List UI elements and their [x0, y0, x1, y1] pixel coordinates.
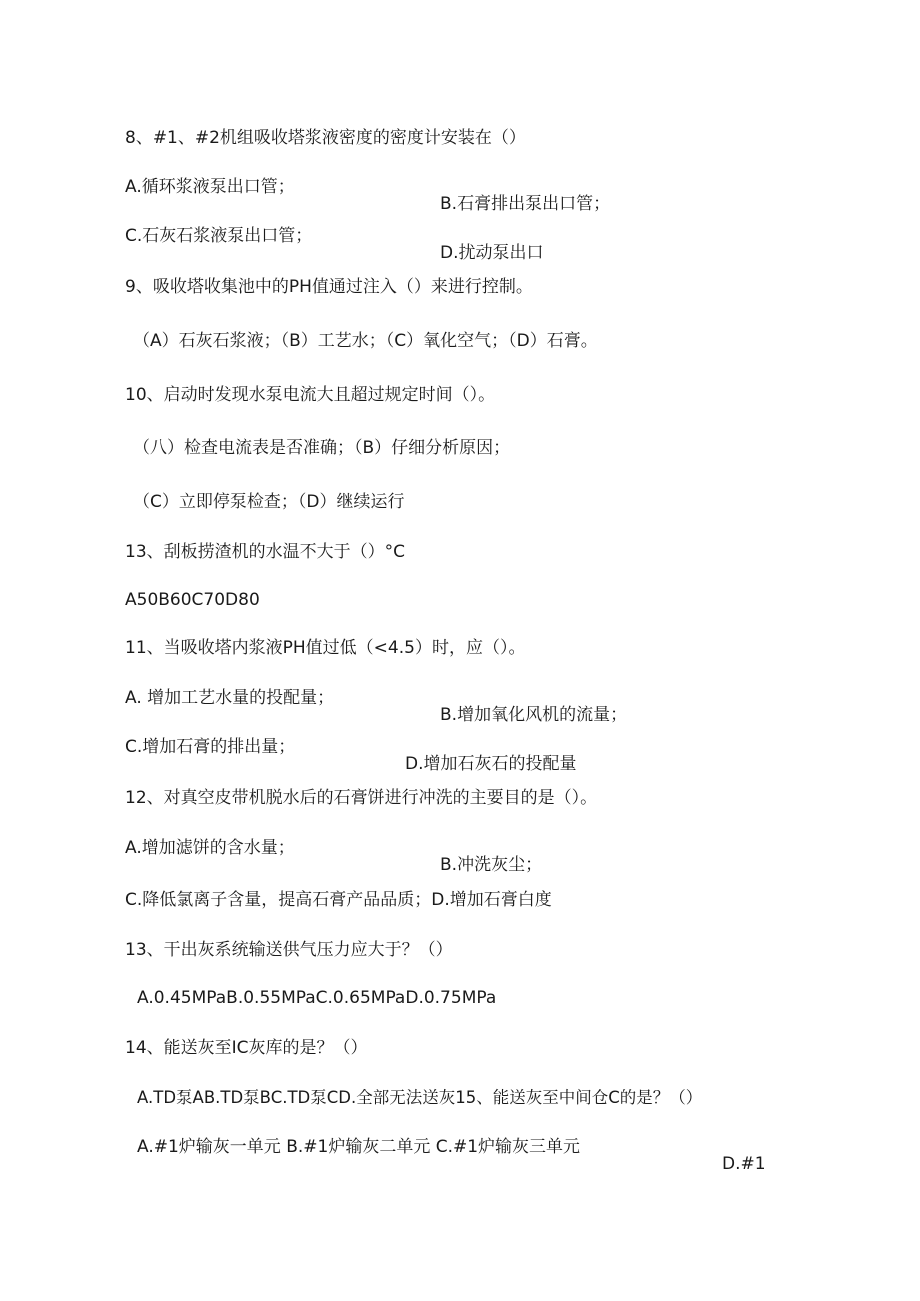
- q14-options: A.TD泵AB.TD泵BC.TD泵CD.全部无法送灰15、能送灰至中间仓C的是？（）: [137, 1088, 703, 1107]
- q15-options-abc: A.#1炉输灰一单元 B.#1炉输灰二单元 C.#1炉输灰三单元: [137, 1137, 581, 1157]
- q12-option-b: B.冲洗灰尘；: [440, 855, 543, 875]
- q10-options-line2: （C）立即停泵检查；（D）继续运行: [133, 492, 405, 512]
- q9-stem: 9、吸收塔收集池中的PH值通过注入（）来进行控制。: [125, 277, 533, 297]
- q8-option-b: B.石膏排出泵出口管；: [440, 194, 611, 214]
- q11-option-a: A. 增加工艺水量的投配量；: [125, 688, 335, 708]
- q11-option-d: D.增加石灰石的投配量: [405, 754, 577, 774]
- q11-stem: 11、当吸收塔内浆液PH值过低（<4.5）时，应（）。: [125, 638, 526, 658]
- q10-stem: 10、启动时发现水泵电流大且超过规定时间（）。: [125, 385, 496, 405]
- q8-option-c: C.石灰石浆液泵出口管；: [125, 226, 313, 246]
- q15-option-d: D.#1: [722, 1154, 766, 1174]
- q11-option-b: B.增加氧化风机的流量；: [440, 705, 628, 725]
- q13b-stem: 13、干出灰系统输送供气压力应大于？（）: [125, 940, 453, 960]
- q12-stem: 12、对真空皮带机脱水后的石膏饼进行冲洗的主要目的是（）。: [125, 788, 598, 808]
- q14-stem: 14、能送灰至IC灰库的是？（）: [125, 1038, 368, 1058]
- q8-stem: 8、#1、#2机组吸收塔浆液密度的密度计安装在（）: [125, 128, 526, 148]
- q8-option-a: A.循环浆液泵出口管；: [125, 177, 295, 197]
- q12-option-a: A.增加滤饼的含水量；: [125, 838, 295, 858]
- q9-options: （A）石灰石浆液；（B）工艺水；（C）氧化空气；（D）石膏。: [133, 331, 598, 351]
- q13b-options: A.0.45MPaB.0.55MPaC.0.65MPaD.0.75MPa: [137, 988, 497, 1008]
- q8-option-d: D.扰动泵出口: [440, 243, 544, 263]
- q12-option-cd: C.降低氯离子含量，提高石膏产品品质；D.增加石膏白度: [125, 890, 552, 910]
- q10-options-line1: （八）检查电流表是否准确；（B）仔细分析原因；: [133, 438, 511, 458]
- q13a-stem: 13、刮板捞渣机的水温不大于（）°C: [125, 542, 406, 562]
- q13a-options: A50B60C70D80: [125, 590, 260, 610]
- q11-option-c: C.增加石膏的排出量；: [125, 737, 296, 757]
